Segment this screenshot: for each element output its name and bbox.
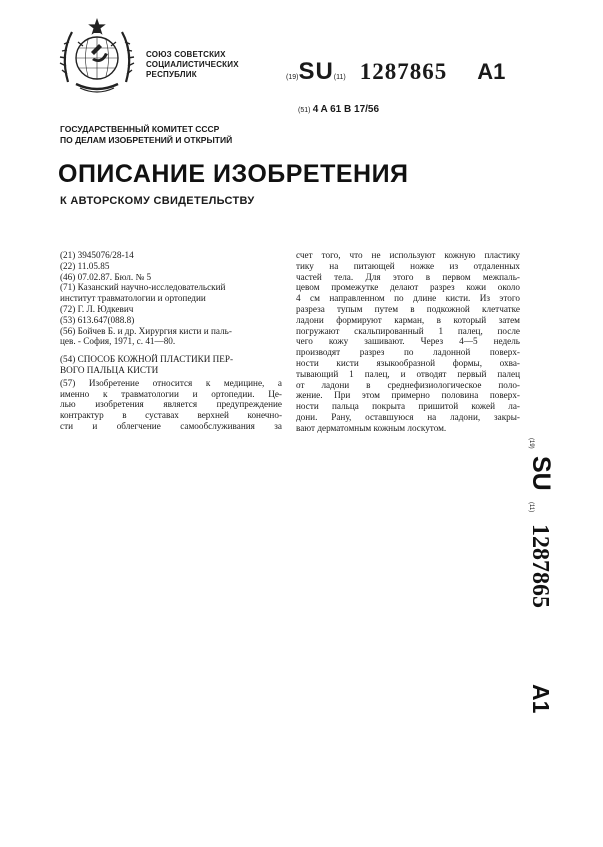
abstract-line: контрактур в суставах верхней конечно- (60, 410, 282, 421)
document-title: ОПИСАНИЕ ИЗОБРЕТЕНИЯ (58, 160, 409, 188)
side-patent-number: 1287865 (527, 524, 553, 608)
side-country-code: SU (527, 456, 555, 491)
biblio-line: (21) 3945076/28-14 (60, 250, 134, 260)
left-column (60, 250, 282, 432)
org-line: СОЮЗ СОВЕТСКИХ (146, 50, 226, 59)
abstract-line: чего кожу зашивают. Через 4—5 недель (296, 336, 520, 347)
right-column (296, 250, 520, 434)
abstract-line: цевом промежутке делают разрез кожи около (296, 282, 520, 293)
side-kind-code: A1 (528, 684, 554, 714)
publication-number (286, 58, 505, 86)
abstract-line: дони. Рану, оставшуюся на ладони, закры- (296, 411, 520, 422)
abstract-line: от ладони в среднефизиологическое поло- (296, 379, 520, 390)
committee-name (60, 124, 232, 146)
abstract-line: тику на питающей ножке из отдаленных (296, 260, 520, 271)
abstract-line: (57) Изобретение относится к медицине, а (60, 377, 282, 388)
abstract-line: погружают скальпированный 1 палец, после (296, 325, 520, 336)
ipc-classification (298, 104, 379, 115)
invention-title-line: (54) СПОСОБ КОЖНОЙ ПЛАСТИКИ ПЕР- (60, 354, 234, 365)
abstract-line: именно к травматологии и ортопедии. Це- (60, 388, 282, 399)
kind-code: A1 (477, 59, 506, 84)
abstract-line: ности кисти языкообразной формы, охва- (296, 357, 520, 368)
biblio-line: институт травматологии и ортопедии (60, 293, 206, 304)
abstract-line: ности пальца покрыта пришитой кожей ла- (296, 401, 520, 412)
biblio-line: (22) 11.05.85 (60, 260, 110, 271)
abstract-line: жение. При этом примерно половина поверх- (296, 390, 520, 401)
biblio-line: (71) Казанский научно-исследовательский (60, 282, 226, 293)
abstract-line: ладони формируют карман, в который затем (296, 314, 520, 325)
biblio-line: (72) Г. Л. Юдкевич (60, 303, 134, 314)
abstract-line: счет того, что не используют кожную пластику (296, 250, 520, 260)
biblio-line: (46) 07.02.87. Бюл. № 5 (60, 271, 152, 282)
abstract-line: разреза тупым путем в подкожной клетчатке (296, 303, 520, 314)
abstract-line: производят разрез по ладонной поверх- (296, 347, 520, 358)
organization-name (146, 50, 239, 80)
org-line: СОЦИАЛИСТИЧЕСКИХ (146, 60, 239, 69)
abstract-line: тывающий 1 палец, и отводят первый палец (296, 368, 520, 379)
abstract-left (60, 378, 282, 432)
invention-title (60, 354, 282, 376)
ipc-edition: 4 (312, 104, 319, 115)
biblio-line: цев. - София, 1971, с. 41—80. (60, 336, 176, 347)
biblio-line: (56) Бойчев Б. и др. Хирургия кисти и паль- (60, 325, 232, 336)
biblio-line: (53) 613.647(088.8) (60, 314, 135, 325)
abstract-line: частей тела. Для этого в первом межпаль- (296, 271, 520, 282)
patent-number: 1287865 (359, 59, 448, 84)
abstract-line: сти и облегчение самообслуживания за (60, 420, 282, 431)
bibliographic-data (60, 250, 282, 347)
org-line: РЕСПУБЛИК (146, 70, 197, 79)
side-number-tag: (11) (528, 502, 534, 513)
ipc-tag: (51) (298, 107, 311, 114)
country-tag: (19) (286, 74, 299, 81)
committee-line: ГОСУДАРСТВЕННЫЙ КОМИТЕТ СССР (60, 124, 220, 134)
number-tag: (11) (333, 74, 346, 81)
abstract-line: 4 см направленном по длине кисти. Из этого (296, 293, 520, 304)
invention-title-line: ВОГО ПАЛЬЦА КИСТИ (60, 364, 159, 375)
side-publication-number (523, 438, 559, 720)
document-subtitle: К АВТОРСКОМУ СВИДЕТЕЛЬСТВУ (60, 195, 255, 207)
abstract-line: вают дерматомным кожным лоскутом. (296, 422, 447, 433)
committee-line: ПО ДЕЛАМ ИЗОБРЕТЕНИЙ И ОТКРЫТИЙ (60, 135, 233, 145)
ussr-emblem-icon (58, 14, 136, 102)
abstract-line: лью изобретения является предупреждение (60, 399, 282, 410)
country-code: SU (298, 58, 334, 85)
ipc-code: A 61 B 17/56 (320, 104, 380, 115)
side-country-tag: (19) (528, 438, 534, 449)
